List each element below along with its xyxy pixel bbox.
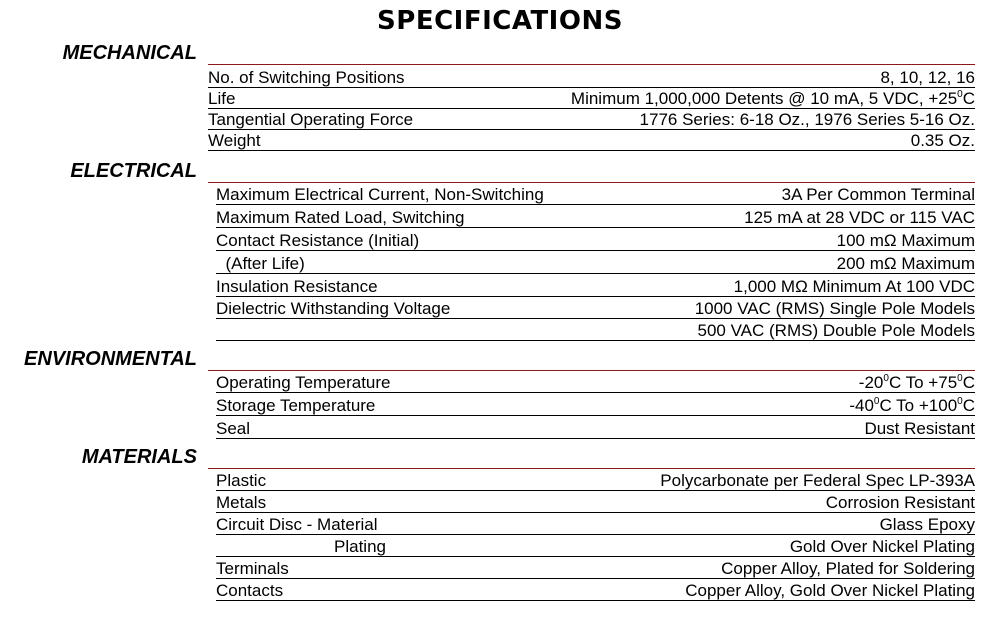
- row-value: Copper Alloy, Gold Over Nickel Plating: [685, 581, 975, 600]
- table-row: [216, 556, 975, 579]
- row-value: Polycarbonate per Federal Spec LP-393A: [660, 471, 975, 490]
- value-unit: C: [962, 396, 975, 415]
- table-row: [208, 86, 975, 109]
- row-value: 8, 10, 12, 16: [880, 68, 975, 87]
- section-heading-mechanical: MECHANICAL: [62, 42, 197, 64]
- row-value: Gold Over Nickel Plating: [789, 537, 975, 556]
- row-value: 200 mΩ Maximum: [836, 254, 975, 273]
- row-label: Weight: [208, 131, 261, 150]
- row-label: Seal: [216, 419, 251, 438]
- row-value: 0.35 Oz.: [910, 131, 975, 150]
- row-label: Life: [208, 89, 236, 108]
- degree-superscript: 0: [883, 373, 889, 384]
- row-label: No. of Switching Positions: [208, 68, 405, 87]
- table-row: [216, 228, 975, 251]
- row-label: Plating: [334, 537, 386, 556]
- row-value: 1,000 MΩ Minimum At 100 VDC: [733, 277, 975, 296]
- row-label: Dielectric Withstanding Voltage: [216, 299, 451, 318]
- row-label: Maximum Electrical Current, Non-Switching: [216, 185, 544, 204]
- row-label: (After Life): [216, 254, 305, 273]
- row-label: Storage Temperature: [216, 396, 376, 415]
- table-row: [216, 393, 975, 416]
- table-row: [208, 128, 975, 151]
- table-row: [216, 182, 975, 205]
- row-label: Terminals: [216, 559, 289, 578]
- section-heading-materials: MATERIALS: [81, 446, 197, 468]
- table-row: [216, 251, 975, 274]
- row-value: Copper Alloy, Plated for Soldering: [721, 559, 975, 578]
- row-label: Maximum Rated Load, Switching: [216, 208, 465, 227]
- value-text: C To +75: [888, 373, 958, 392]
- row-value: 500 VAC (RMS) Double Pole Models: [697, 321, 975, 340]
- table-row: [216, 370, 975, 393]
- row-label: Plastic: [216, 471, 267, 490]
- table-row: [216, 534, 975, 557]
- row-value: 1776 Series: 6-18 Oz., 1976 Series 5-16 Oz.: [639, 110, 975, 129]
- table-row: [216, 468, 975, 491]
- row-value: 1000 VAC (RMS) Single Pole Models: [694, 299, 975, 318]
- value-unit: C: [962, 89, 975, 108]
- row-label: Insulation Resistance: [216, 277, 378, 296]
- value-text: Minimum 1,000,000 Detents @ 10 mA, 5 VDC, +25: [570, 89, 958, 108]
- table-row: [216, 512, 975, 535]
- row-value: Corrosion Resistant: [825, 493, 975, 512]
- table-row: [216, 318, 975, 341]
- degree-superscript: 0: [957, 396, 963, 407]
- row-value: 125 mA at 28 VDC or 115 VAC: [744, 208, 975, 227]
- table-row: [208, 107, 975, 130]
- table-row: [216, 578, 975, 601]
- degree-superscript: 0: [957, 373, 963, 384]
- table-row: [216, 416, 975, 439]
- table-row: [216, 296, 975, 319]
- table-row: [216, 205, 975, 228]
- value-text: -40: [849, 396, 874, 415]
- table-row: [208, 65, 975, 88]
- table-row: [216, 274, 975, 297]
- section-heading-environmental: ENVIRONMENTAL: [24, 348, 197, 370]
- row-value: [859, 372, 975, 394]
- row-label: Contact Resistance (Initial): [216, 231, 420, 250]
- value-text: -20: [858, 373, 884, 392]
- row-label: Contacts: [216, 581, 284, 600]
- table-row: [216, 490, 975, 513]
- degree-superscript: 0: [873, 396, 880, 407]
- value-unit: C: [962, 373, 975, 392]
- row-label: Circuit Disc - Material: [216, 515, 378, 534]
- row-value: 3A Per Common Terminal: [781, 185, 975, 204]
- page-title: SPECIFICATIONS: [377, 6, 623, 36]
- row-label: Metals: [216, 493, 267, 512]
- row-value: 100 mΩ Maximum: [836, 231, 975, 250]
- degree-superscript: 0: [957, 89, 963, 100]
- value-text: C To +100: [879, 396, 958, 415]
- row-label: Operating Temperature: [216, 373, 391, 392]
- row-value: Dust Resistant: [864, 419, 975, 438]
- row-label: Tangential Operating Force: [208, 110, 414, 129]
- section-heading-electrical: ELECTRICAL: [70, 160, 197, 182]
- row-value: Glass Epoxy: [879, 515, 975, 534]
- row-value: [849, 395, 975, 417]
